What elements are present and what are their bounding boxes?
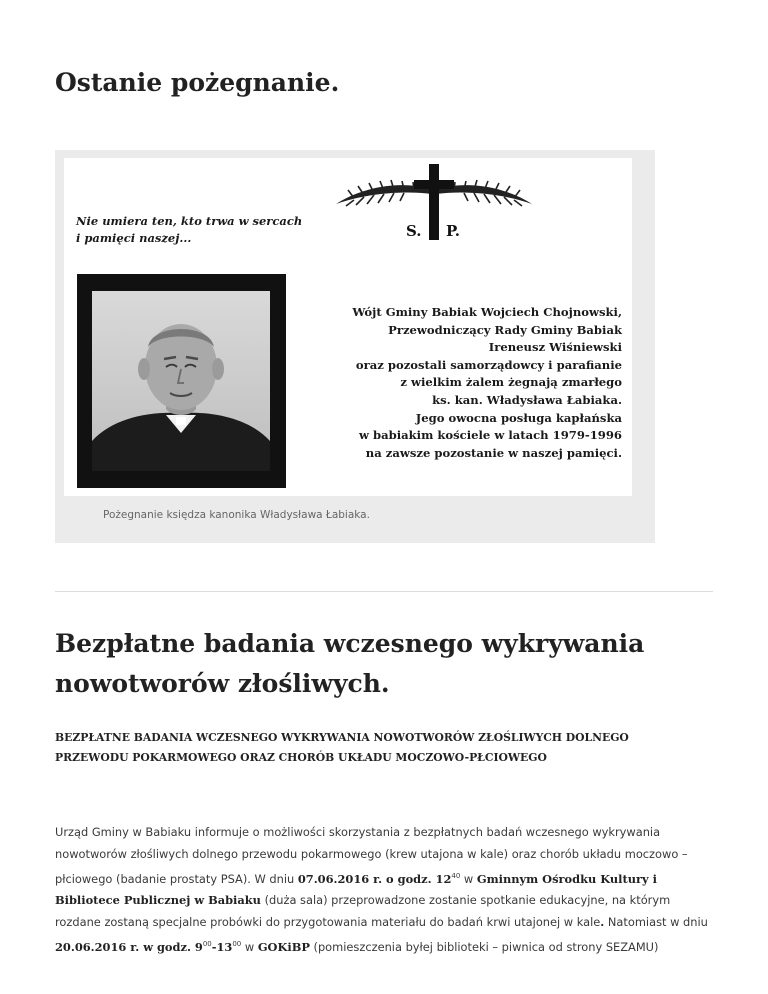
image-figure [55, 150, 655, 543]
priest-portrait [92, 291, 270, 471]
post-body: Urząd Gminy w Babiaku informuje o możliwości skorzystania z bezpłatnych badań wczesnego wykrywania nowotworów złośliwych dolnego przewodu pokarmowego (krew utajona w kale) oraz chorób układu moczowo – płciowego (badanie prostaty PSA). W dniu 07.06.2016 r. o godz. $12^{40}$ w Gminnym Ośrodku Kultury i Bibliotece Publicznej w Babiaku (duża sala) przeprowadzone zostanie spotkanie edukacyjne, na którym rozdane zostaną specjalne probówki do przygotowania materiału do badań krwi utajonej w kale. Natomiast w dniu 20.06.2016 r. w godz. $9^{00}-13^{00}$ w GOKiBP (pomieszczenia byłej biblioteki – piwnica od strony SEZAMU) [55, 825, 708, 954]
obituary-image[interactable] [64, 158, 632, 496]
image-caption: Pożegnanie księdza kanonika Władysława Łabiaka. [103, 509, 370, 521]
obituary-text: Wójt Gminy Babiak Wojciech Chojnowski, Przewodniczący Rady Gminy Babiak Ireneusz Wiśniewski oraz pozostali samorządowcy i parafianie z wielkim żalem żegnają zmarłego ks. kan. Władysława Łabiaka. Jego owocna posługa kapłańska w babiakim kościele w latach 1979-1996 na zawsze pozostanie w naszej pamięci. [352, 305, 622, 460]
priest-silhouette [92, 291, 270, 471]
emblem-letter-s: S. [406, 222, 422, 240]
post-subheading: BEZPŁATNE BADANIA WCZESNEGO WYKRYWANIA NOWOTWORÓW ZŁOŚLIWYCH DOLNEGO PRZEWODU POKARMOWEGO ORAZ CHORÓB UKŁADU MOCZOWO-PŁCIOWEGO [55, 731, 629, 764]
post-divider [55, 591, 713, 592]
cross-palm-emblem [334, 160, 534, 244]
emblem-letter-p: P. [446, 222, 461, 240]
motto-text: Nie umiera ten, kto trwa w sercach i pamięci naszej... [76, 214, 303, 245]
post-title[interactable]: Ostanie pożegnanie. [55, 68, 340, 97]
portrait-frame [77, 274, 286, 488]
post-title[interactable]: Bezpłatne badania wczesnego wykrywania nowotworów złośliwych. [55, 629, 645, 698]
